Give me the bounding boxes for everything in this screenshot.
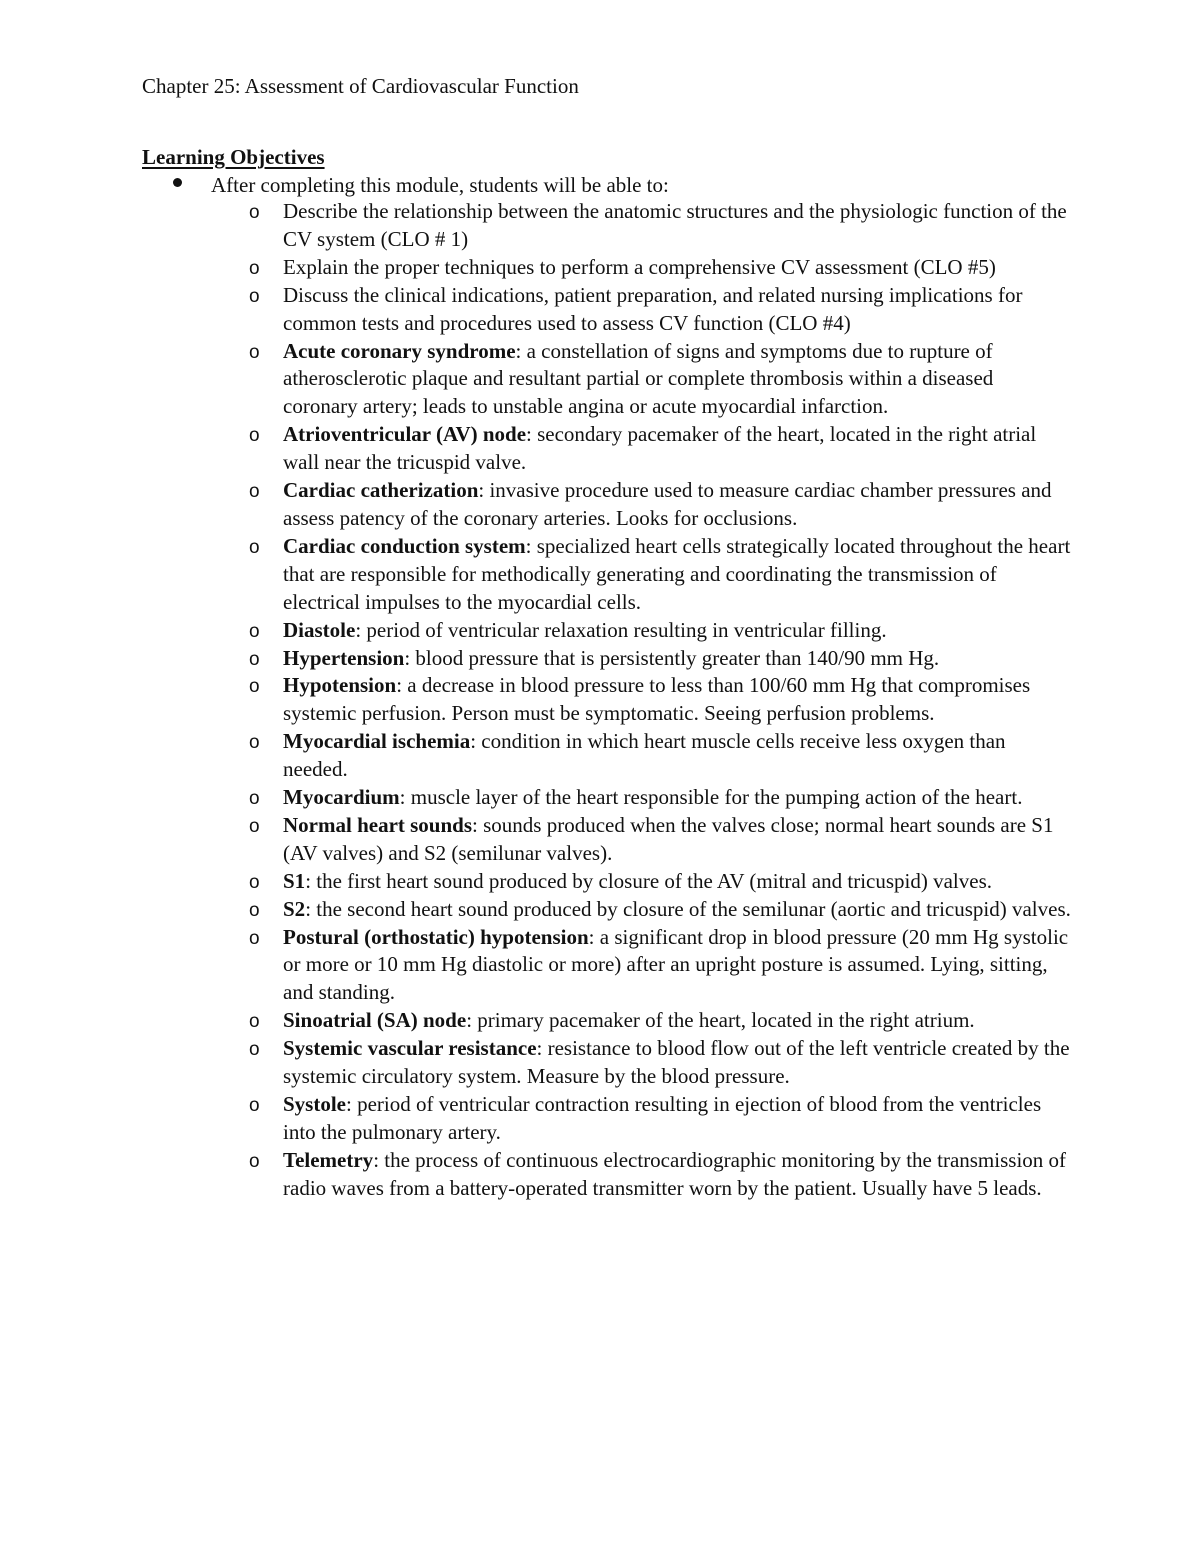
intro-bullet-text: After completing this module, students will be able to: — [211, 173, 669, 197]
objective-description: : condition in which heart muscle cells receive less oxygen than needed. — [283, 729, 1006, 782]
objective-text — [283, 645, 1073, 673]
hollow-bullet-icon: o — [249, 425, 260, 447]
hollow-bullet-icon: o — [249, 927, 260, 949]
objective-item — [0, 1007, 1200, 1035]
objective-item — [0, 282, 1200, 338]
objective-description: : the second heart sound produced by closure of the semilunar (aortic and tricuspid) valves. — [305, 896, 1071, 921]
objective-item — [0, 198, 1200, 254]
objective-text — [283, 617, 1073, 645]
objective-item — [0, 784, 1200, 812]
objective-item — [0, 728, 1200, 784]
objective-text — [283, 1007, 1073, 1035]
hollow-bullet-icon: o — [249, 257, 260, 279]
objective-term: Myocardial ischemia — [283, 729, 471, 754]
hollow-bullet-icon: o — [249, 341, 260, 363]
objective-text — [283, 1147, 1073, 1203]
chapter-title: Chapter 25: Assessment of Cardiovascular Function — [142, 74, 579, 98]
bullet-list — [0, 171, 1200, 199]
objective-item — [0, 533, 1200, 617]
hollow-bullet-icon: o — [249, 648, 260, 670]
hollow-bullet-icon: o — [249, 536, 260, 558]
objective-item — [0, 421, 1200, 477]
objective-item — [0, 1147, 1200, 1203]
objective-item — [0, 645, 1200, 673]
objective-description: : period of ventricular relaxation resulting in ventricular filling. — [355, 617, 887, 642]
objective-text — [283, 282, 1073, 338]
hollow-bullet-icon: o — [249, 1039, 260, 1061]
objective-description: : the process of continuous electrocardiographic monitoring by the transmission of radio waves from a battery-operated transmitter worn by the patient. Usually have 5 leads. — [283, 1147, 1067, 1200]
objective-description: : a significant drop in blood pressure (20 mm Hg systolic or more or 10 mm Hg diastolic or more) after an upright posture is assumed. Lying, sitting, and standing. — [283, 924, 1069, 1005]
objective-text — [283, 1035, 1073, 1091]
hollow-bullet-icon: o — [249, 676, 260, 698]
objective-term: Cardiac conduction system — [283, 533, 526, 558]
hollow-bullet-icon: o — [249, 1150, 260, 1172]
objective-description: : resistance to blood flow out of the left ventricle created by the systemic circulatory system. Measure by the blood pressure. — [283, 1036, 1070, 1089]
objective-term: Sinoatrial (SA) node — [283, 1008, 467, 1033]
objective-item — [0, 896, 1200, 924]
objective-text — [283, 868, 1073, 896]
objective-description: Discuss the clinical indications, patient preparation, and related nursing implications for common tests and procedures used to assess CV function (CLO #4) — [283, 282, 1023, 335]
objective-description: : secondary pacemaker of the heart, located in the right atrial wall near the tricuspid valve. — [283, 422, 1037, 475]
hollow-bullet-icon: o — [249, 788, 260, 810]
objective-item — [0, 672, 1200, 728]
objective-item — [0, 338, 1200, 422]
objective-text — [283, 784, 1073, 812]
objective-item — [0, 1035, 1200, 1091]
objective-item — [0, 812, 1200, 868]
objective-description: : blood pressure that is persistently greater than 140/90 mm Hg. — [404, 645, 940, 670]
objective-item — [0, 477, 1200, 533]
objective-text — [283, 477, 1073, 533]
objective-description: : specialized heart cells strategically located throughout the heart that are responsible for methodically generating and coordinating the transmission of electrical impulses to the myocardial cells. — [283, 533, 1071, 614]
objective-description: : a decrease in blood pressure to less than 100/60 mm Hg that compromises systemic perfusion. Person must be symptomatic. Seeing perfusion problems. — [283, 673, 1031, 726]
objective-text — [283, 421, 1073, 477]
objective-description: : the first heart sound produced by closure of the AV (mitral and tricuspid) valves. — [305, 868, 993, 893]
section-heading: Learning Objectives — [142, 145, 325, 169]
objective-term: Postural (orthostatic) hypotension — [283, 924, 589, 949]
objective-term: Atrioventricular (AV) node — [283, 422, 527, 447]
objective-item — [0, 1091, 1200, 1147]
hollow-bullet-icon: o — [249, 620, 260, 642]
objective-term: S1 — [283, 868, 306, 893]
objective-item — [0, 924, 1200, 1008]
objective-text — [283, 1091, 1073, 1147]
objective-description: : a constellation of signs and symptoms due to rupture of atherosclerotic plaque and resultant partial or complete thrombosis within a diseased coronary artery; leads to unstable angina or acute myocardial infarction. — [283, 338, 994, 419]
objective-description: : muscle layer of the heart responsible for the pumping action of the heart. — [399, 785, 1023, 810]
objective-description: : period of ventricular contraction resulting in ejection of blood from the ventricles into the pulmonary artery. — [283, 1092, 1042, 1144]
objective-description: Explain the proper techniques to perform a comprehensive CV assessment (CLO #5) — [283, 254, 996, 279]
objective-term: S2 — [283, 896, 306, 921]
objective-term: Systemic vascular resistance — [283, 1036, 537, 1061]
objective-text — [283, 896, 1073, 924]
intro-bullet-item — [0, 171, 1200, 199]
objective-term: Telemetry — [283, 1147, 374, 1172]
bullet-dot-icon — [173, 178, 182, 187]
objective-text — [283, 198, 1073, 254]
objective-item — [0, 617, 1200, 645]
objective-term: Cardiac catherization — [283, 478, 479, 503]
objective-description: : sounds produced when the valves close; normal heart sounds are S1 (AV valves) and S2 (semilunar valves). — [283, 812, 1054, 865]
objective-text — [283, 533, 1073, 617]
objective-text — [283, 924, 1073, 1008]
hollow-bullet-icon: o — [249, 871, 260, 893]
objective-item — [0, 254, 1200, 282]
objective-text — [283, 338, 1073, 422]
objective-term: Myocardium — [283, 785, 400, 810]
objective-term: Hypotension — [283, 673, 397, 698]
objective-term: Diastole — [283, 617, 356, 642]
hollow-bullet-icon: o — [249, 1011, 260, 1033]
hollow-bullet-icon: o — [249, 732, 260, 754]
objective-text — [283, 672, 1073, 728]
objective-text — [283, 254, 1073, 282]
objective-term: Normal heart sounds — [283, 812, 473, 837]
objective-description: : invasive procedure used to measure cardiac chamber pressures and assess patency of the coronary arteries. Looks for occlusions. — [283, 478, 1052, 530]
objective-description: : primary pacemaker of the heart, located in the right atrium. — [466, 1008, 975, 1033]
objective-description: Describe the relationship between the anatomic structures and the physiologic function of the CV system (CLO # 1) — [283, 199, 1067, 251]
objective-text — [283, 728, 1073, 784]
hollow-bullet-icon: o — [249, 1095, 260, 1116]
hollow-bullet-icon: o — [249, 285, 260, 307]
hollow-bullet-icon: o — [249, 815, 260, 837]
objective-text — [283, 812, 1073, 868]
hollow-bullet-icon: o — [249, 481, 260, 503]
objective-term: Hypertension — [283, 645, 405, 670]
hollow-bullet-icon: o — [249, 899, 260, 921]
objective-term: Acute coronary syndrome — [283, 338, 516, 363]
hollow-bullet-icon: o — [249, 202, 260, 223]
objective-item — [0, 868, 1200, 896]
objective-term: Systole — [283, 1092, 346, 1116]
objectives-list — [0, 198, 1200, 1203]
